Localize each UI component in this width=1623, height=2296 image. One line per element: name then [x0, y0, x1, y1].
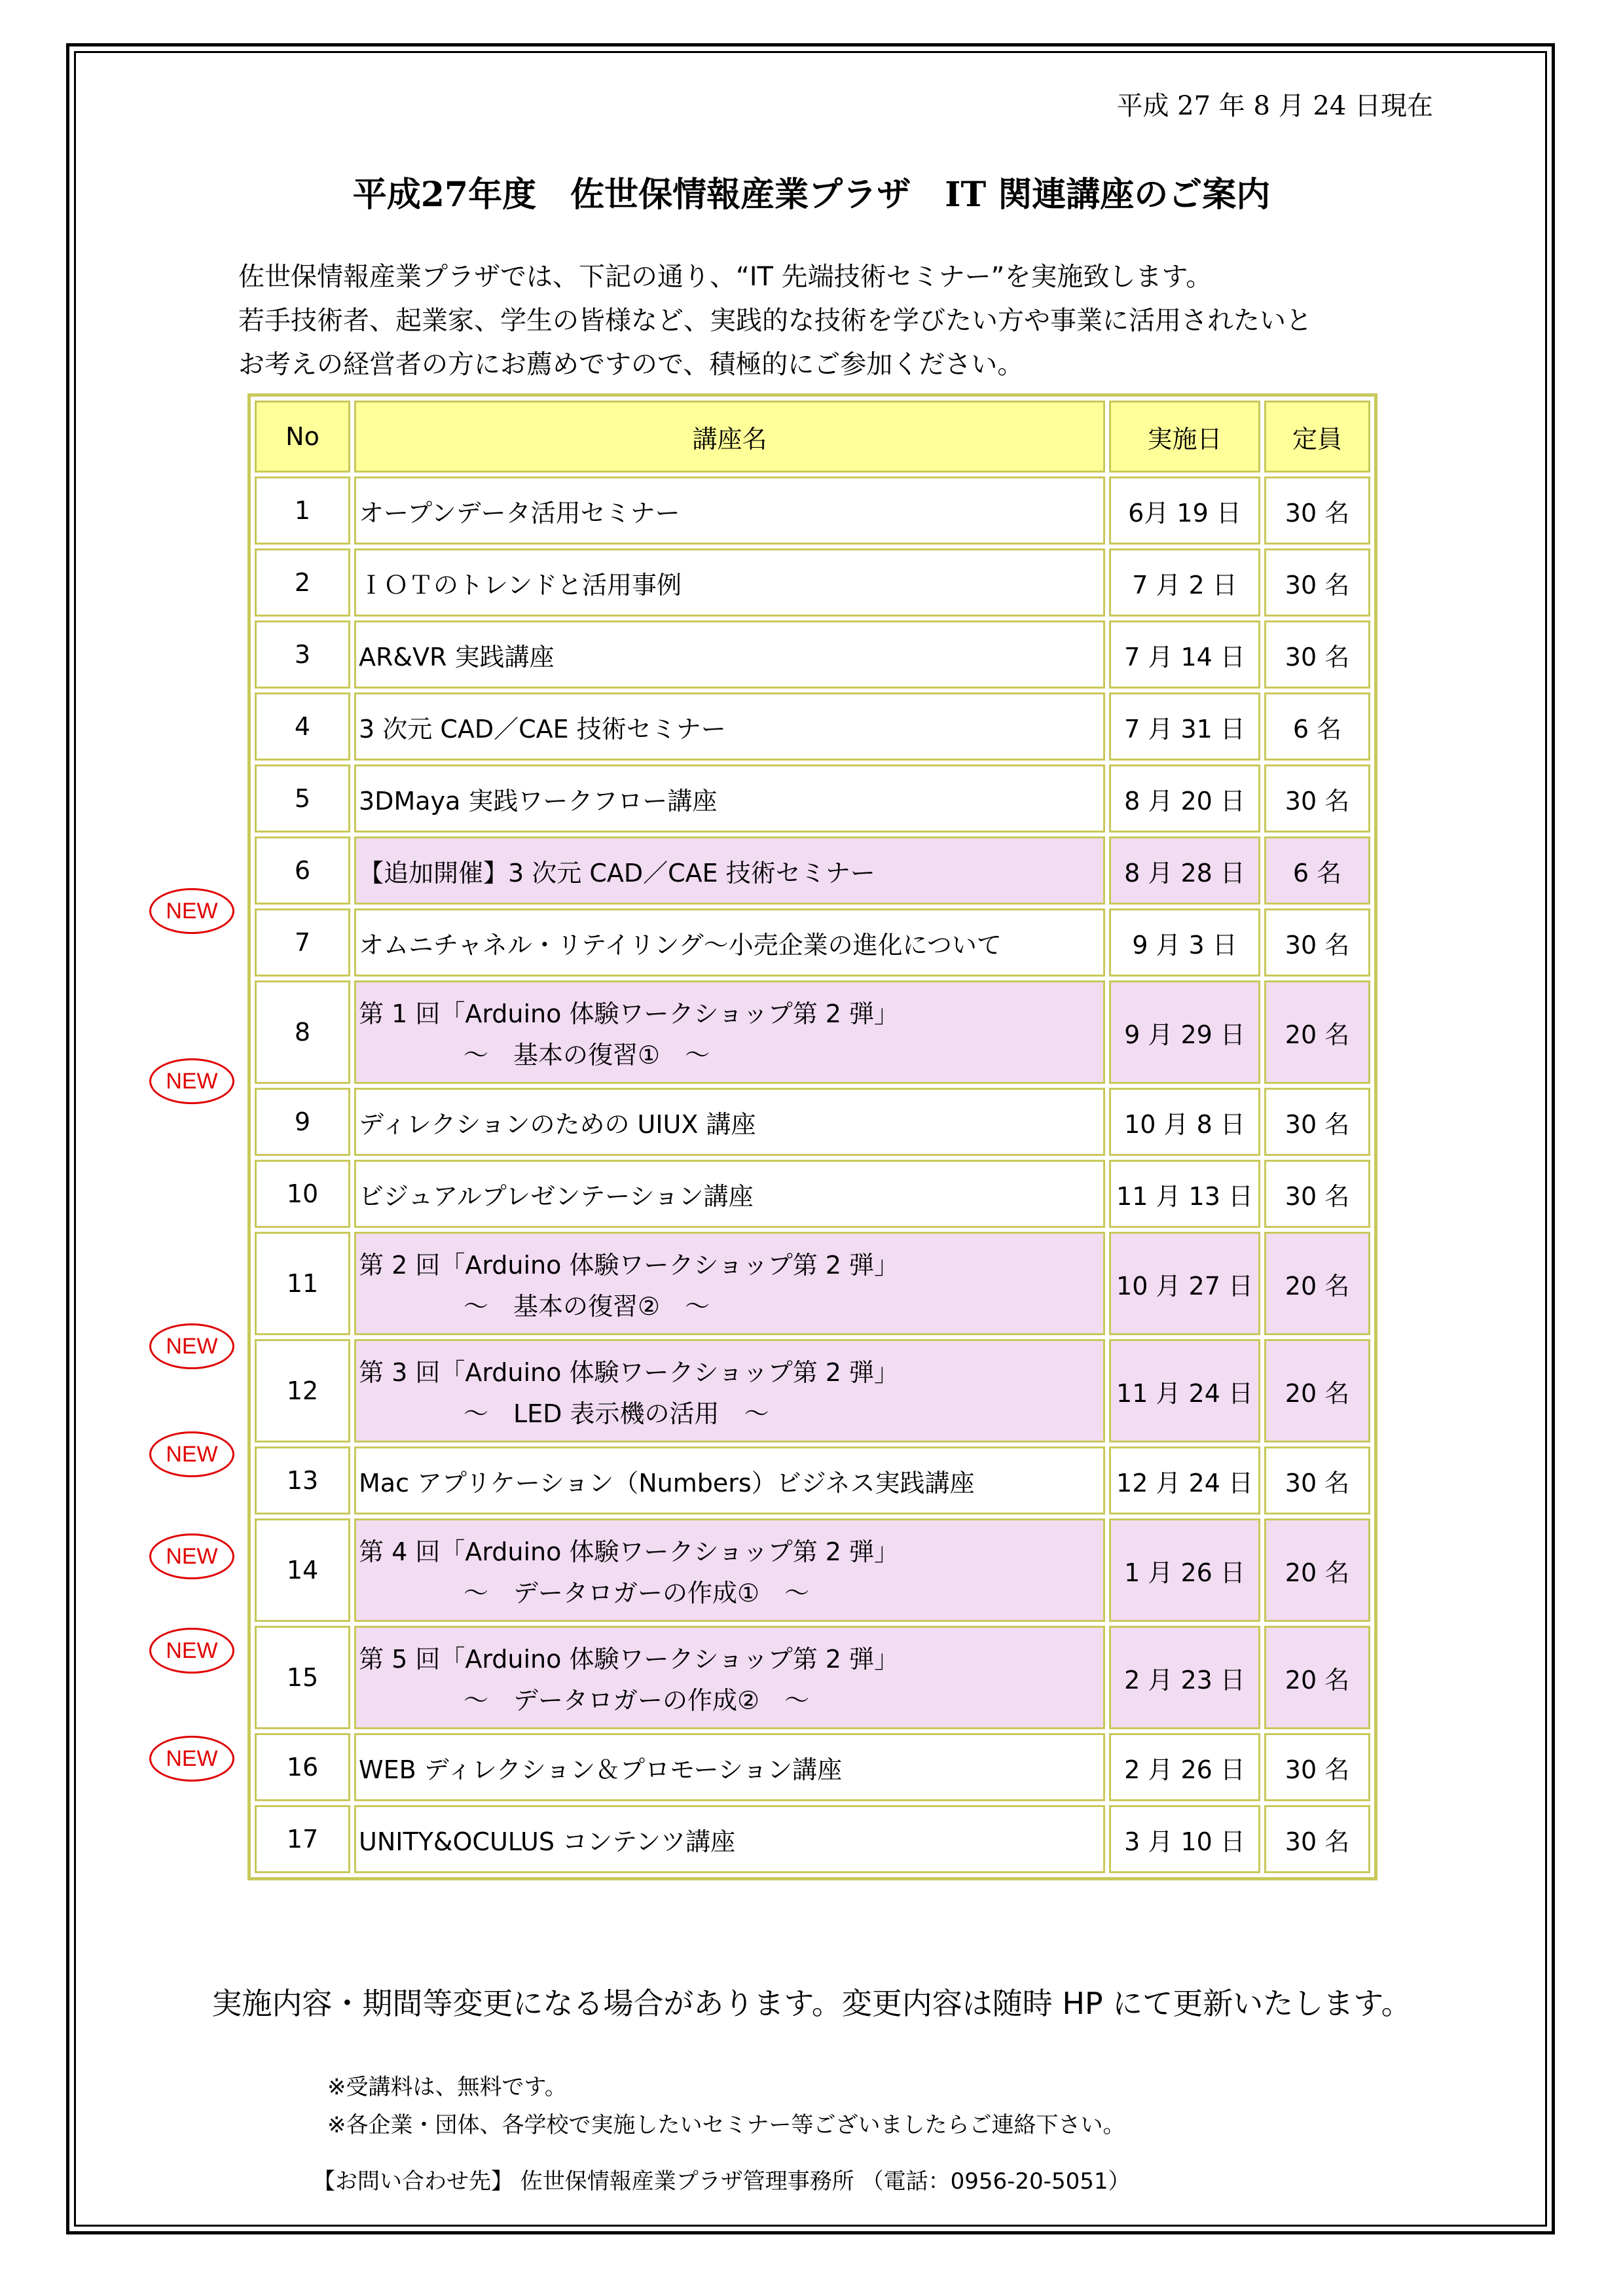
course-name-line1: 第 5 回「Arduino 体験ワークショップ第 2 弾」 — [359, 1645, 900, 1674]
row-course-name: ビジュアルプレゼンテーション講座 — [354, 1160, 1105, 1228]
table-row — [255, 1733, 1370, 1801]
page-title: 平成27年度 佐世保情報産業プラザ IT 関連講座のご案内 — [352, 175, 1271, 215]
row-capacity: 30 名 — [1264, 476, 1370, 545]
row-capacity: 6 名 — [1264, 692, 1370, 761]
new-badge: NEW — [149, 1736, 234, 1782]
row-course-name: オムニチャネル・リテイリング～小売企業の進化について — [354, 908, 1105, 977]
row-date: 11 月 13 日 — [1109, 1160, 1260, 1228]
row-date: 7 月 2 日 — [1109, 548, 1260, 617]
table-row — [255, 1805, 1370, 1873]
table-row-new — [255, 1518, 1370, 1622]
row-course-name — [354, 1626, 1105, 1729]
row-course-name: WEB ディレクション＆プロモーション講座 — [354, 1733, 1105, 1801]
row-capacity: 30 名 — [1264, 1088, 1370, 1156]
row-no: 7 — [255, 908, 350, 977]
note-fee: ※受講料は、無料です。 — [327, 2074, 567, 2100]
row-course-name: Mac アプリケーション（Numbers）ビジネス実践講座 — [354, 1446, 1105, 1515]
new-badge: NEW — [149, 1431, 234, 1477]
intro-line: 佐世保情報産業プラザでは、下記の通り、“IT 先端技術セミナー”を実施致します。 — [238, 262, 1213, 292]
new-badge: NEW — [149, 1534, 234, 1579]
row-date: 10 月 27 日 — [1109, 1232, 1260, 1335]
header-date: 実施日 — [1109, 401, 1260, 473]
row-course-name: 3 次元 CAD／CAE 技術セミナー — [354, 692, 1105, 761]
row-capacity: 30 名 — [1264, 1160, 1370, 1228]
row-capacity: 30 名 — [1264, 548, 1370, 617]
row-date: 2 月 26 日 — [1109, 1733, 1260, 1801]
row-course-name: 3DMaya 実践ワークフロー講座 — [354, 764, 1105, 833]
course-name-line1: 第 1 回「Arduino 体験ワークショップ第 2 弾」 — [359, 999, 900, 1028]
row-no: 3 — [255, 620, 350, 689]
table-row-new — [255, 980, 1370, 1084]
row-no: 11 — [255, 1232, 350, 1335]
row-no: 16 — [255, 1733, 350, 1801]
new-badge: NEW — [149, 1058, 234, 1104]
row-capacity: 20 名 — [1264, 1518, 1370, 1622]
row-course-name: AR&VR 実践講座 — [354, 620, 1105, 689]
row-capacity: 30 名 — [1264, 620, 1370, 689]
row-date: 2 月 23 日 — [1109, 1626, 1260, 1729]
row-capacity: 20 名 — [1264, 980, 1370, 1084]
row-capacity: 30 名 — [1264, 1446, 1370, 1515]
row-date: 7 月 31 日 — [1109, 692, 1260, 761]
row-date: 7 月 14 日 — [1109, 620, 1260, 689]
table-header-row — [255, 401, 1370, 473]
notes — [327, 2068, 1125, 2144]
row-no: 4 — [255, 692, 350, 761]
table-row — [255, 1160, 1370, 1228]
row-no: 17 — [255, 1805, 350, 1873]
course-table — [247, 393, 1377, 1880]
row-capacity: 30 名 — [1264, 1733, 1370, 1801]
table-row-new — [255, 1626, 1370, 1729]
course-name-line1: 第 3 回「Arduino 体験ワークショップ第 2 弾」 — [359, 1358, 900, 1387]
row-capacity: 30 名 — [1264, 908, 1370, 977]
row-no: 6 — [255, 836, 350, 905]
row-capacity: 30 名 — [1264, 1805, 1370, 1873]
row-date: 10 月 8 日 — [1109, 1088, 1260, 1156]
table-row — [255, 1088, 1370, 1156]
row-date: 8 月 28 日 — [1109, 836, 1260, 905]
intro-line: 若手技術者、起業家、学生の皆様など、実践的な技術を学びたい方や事業に活用されたいと — [238, 306, 1312, 336]
row-course-name — [354, 1518, 1105, 1622]
header-capacity: 定員 — [1264, 401, 1370, 473]
table-row — [255, 476, 1370, 545]
row-date: 9 月 29 日 — [1109, 980, 1260, 1084]
new-badge: NEW — [149, 1323, 234, 1369]
row-date: 8 月 20 日 — [1109, 764, 1260, 833]
new-badge: NEW — [149, 888, 234, 934]
row-course-name — [354, 980, 1105, 1084]
course-name-line2: ～ データロガーの作成① ～ — [464, 1579, 810, 1607]
row-no: 2 — [255, 548, 350, 617]
course-name-line2: ～ 基本の復習① ～ — [464, 1041, 710, 1069]
row-date: 1 月 26 日 — [1109, 1518, 1260, 1622]
intro-line: お考えの経営者の方にお薦めですので、積極的にご参加ください。 — [238, 350, 1024, 380]
row-no: 10 — [255, 1160, 350, 1228]
row-no: 14 — [255, 1518, 350, 1622]
row-no: 13 — [255, 1446, 350, 1515]
row-course-name: ＩＯＴのトレンドと活用事例 — [354, 548, 1105, 617]
row-capacity: 30 名 — [1264, 764, 1370, 833]
row-capacity: 20 名 — [1264, 1626, 1370, 1729]
table-row-new — [255, 1232, 1370, 1335]
course-name-line2: ～ 基本の復習② ～ — [464, 1292, 710, 1321]
row-course-name: オープンデータ活用セミナー — [354, 476, 1105, 545]
note-request: ※各企業・団体、各学校で実施したいセミナー等ございましたらご連絡下さい。 — [327, 2112, 1125, 2138]
table-row — [255, 620, 1370, 689]
header-course-name: 講座名 — [354, 401, 1105, 473]
as-of-date: 平成 27 年 8 月 24 日現在 — [1116, 91, 1433, 121]
table-row-new — [255, 836, 1370, 905]
row-course-name: ディレクションのための UIUX 講座 — [354, 1088, 1105, 1156]
row-course-name: UNITY&OCULUS コンテンツ講座 — [354, 1805, 1105, 1873]
row-capacity: 20 名 — [1264, 1339, 1370, 1443]
row-date: 12 月 24 日 — [1109, 1446, 1260, 1515]
course-name-line2: ～ データロガーの作成② ～ — [464, 1686, 810, 1715]
row-course-name — [354, 1232, 1105, 1335]
row-date: 11 月 24 日 — [1109, 1339, 1260, 1443]
row-no: 1 — [255, 476, 350, 545]
row-no: 8 — [255, 980, 350, 1084]
table-row — [255, 548, 1370, 617]
row-date: 9 月 3 日 — [1109, 908, 1260, 977]
course-name-line2: ～ LED 表示機の活用 ～ — [464, 1399, 769, 1428]
row-capacity: 20 名 — [1264, 1232, 1370, 1335]
row-capacity: 6 名 — [1264, 836, 1370, 905]
row-no: 15 — [255, 1626, 350, 1729]
course-name-line1: 第 2 回「Arduino 体験ワークショップ第 2 弾」 — [359, 1251, 900, 1280]
row-no: 9 — [255, 1088, 350, 1156]
course-name-line1: 第 4 回「Arduino 体験ワークショップ第 2 弾」 — [359, 1537, 900, 1566]
row-date: 3 月 10 日 — [1109, 1805, 1260, 1873]
table-row — [255, 1446, 1370, 1515]
intro-text — [238, 255, 1482, 387]
row-no: 5 — [255, 764, 350, 833]
row-date: 6月 19 日 — [1109, 476, 1260, 545]
table-row — [255, 692, 1370, 761]
change-notice: 実施内容・期間等変更になる場合があります。変更内容は随時 HP にて更新いたします。 — [211, 1986, 1412, 2021]
table-row-new — [255, 1339, 1370, 1443]
row-course-name: 【追加開催】3 次元 CAD／CAE 技術セミナー — [354, 836, 1105, 905]
row-no: 12 — [255, 1339, 350, 1443]
new-badge: NEW — [149, 1628, 234, 1674]
header-no: No — [255, 401, 350, 473]
table-row — [255, 908, 1370, 977]
row-course-name — [354, 1339, 1105, 1443]
contact-info: 【お問い合わせ先】 佐世保情報産業プラザ管理事務所 （電話：0956-20-5051） — [313, 2168, 1131, 2195]
table-row — [255, 764, 1370, 833]
